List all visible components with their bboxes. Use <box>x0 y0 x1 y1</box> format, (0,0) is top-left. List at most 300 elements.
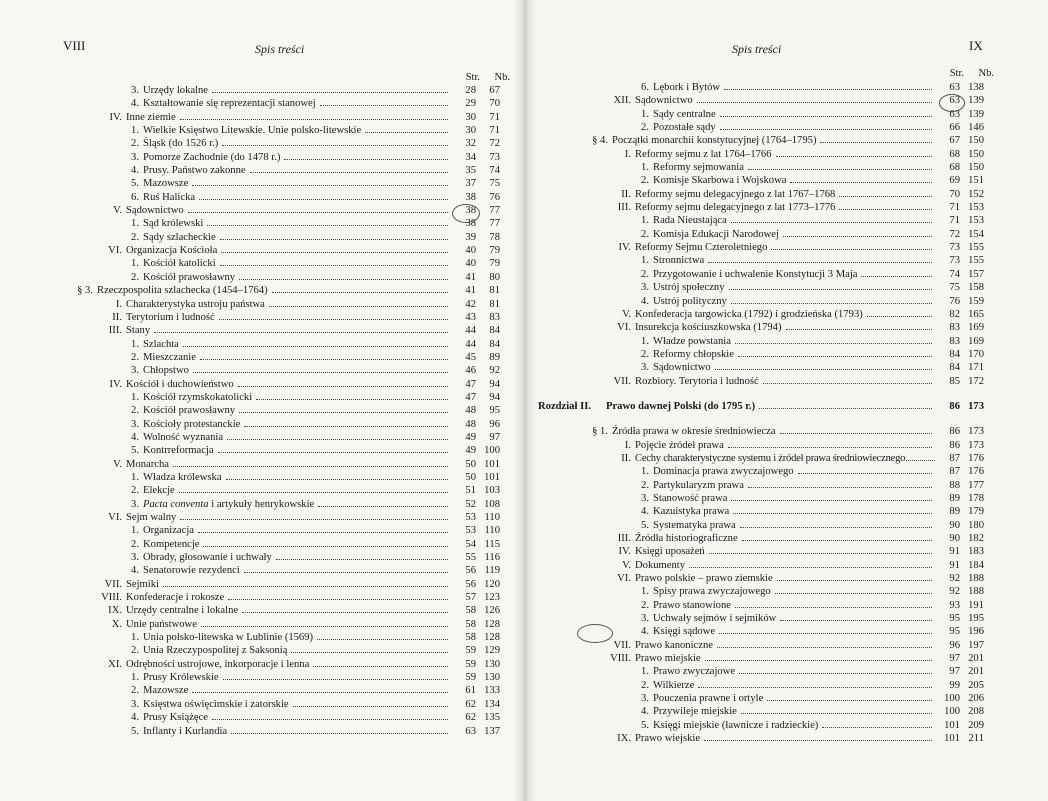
entry-title-text: Chłopstwo <box>143 365 189 377</box>
entry-number: XI. <box>108 658 122 670</box>
entry-page-nb: 155 <box>968 242 984 254</box>
entry-title-text: Inflanty i Kurlandia <box>143 725 228 737</box>
dot-leader <box>748 487 932 488</box>
entry-page-nb: 81 <box>489 285 500 297</box>
entry-page-str: 53 <box>465 525 476 537</box>
entry-page-str: 76 <box>949 295 960 307</box>
entry-title-text: Partykularyzm prawa <box>653 479 744 491</box>
entry-title <box>126 111 452 124</box>
spacer <box>524 413 1048 425</box>
left-page-number: VIII <box>63 38 86 53</box>
dot-leader <box>720 129 932 130</box>
entry-page-str: 50 <box>465 471 476 483</box>
entry-number: VI. <box>617 573 631 585</box>
entry-page-nb: 116 <box>484 552 500 564</box>
entry-page-str: 58 <box>465 605 476 617</box>
entry-title-text: Ustrój polityczny <box>653 295 727 307</box>
entry-title <box>635 321 936 334</box>
entry-number: 2. <box>641 228 649 240</box>
dot-leader <box>256 399 448 400</box>
entry-title-text: Sądownictwo <box>635 95 693 107</box>
toc-entry <box>524 188 1048 201</box>
entry-title-text: Pozostałe sądy <box>653 122 716 134</box>
entry-title <box>635 559 936 572</box>
entry-page-nb: 188 <box>968 586 984 598</box>
entry-title-text: Rada Nieustająca <box>653 215 727 227</box>
toc-entry <box>524 452 1048 465</box>
entry-title-text: Sejmiki <box>126 578 159 590</box>
entry-title <box>612 425 936 438</box>
right-column-header <box>938 68 994 79</box>
entry-number: 1. <box>641 108 649 120</box>
entry-title-text: Śląsk (do 1526 r.) <box>143 138 219 150</box>
entry-page-nb: 96 <box>489 418 500 430</box>
right-page-number: IX <box>969 38 983 53</box>
entry-title-text: Prawo zwyczajowe <box>653 666 736 678</box>
entry-title <box>143 391 452 404</box>
entry-page-nb: 103 <box>484 485 500 497</box>
entry-number: 2. <box>641 479 649 491</box>
entry-page-nb: 159 <box>968 295 984 307</box>
dot-leader <box>775 593 932 594</box>
entry-title-text: i artykuły henrykowskie <box>208 498 315 510</box>
entry-page-nb: 76 <box>489 191 500 203</box>
entry-page-str: 48 <box>465 418 476 430</box>
toc-entry <box>524 519 1048 532</box>
toc-entry <box>0 684 524 697</box>
entry-title <box>143 538 452 551</box>
entry-page-str: 48 <box>465 405 476 417</box>
dot-leader <box>320 105 448 106</box>
entry-title <box>653 228 936 241</box>
entry-number: V. <box>113 205 122 217</box>
dot-leader <box>776 156 932 157</box>
entry-title-text: Insurekcja kościuszkowska (1794) <box>635 322 782 334</box>
entry-page-str: 83 <box>949 335 960 347</box>
entry-page-nb: 150 <box>968 162 984 174</box>
entry-page-str: 37 <box>465 178 476 190</box>
entry-title-text: Kościół prawosławny <box>143 271 236 283</box>
entry-number: 4. <box>131 565 139 577</box>
entry-number: 1. <box>131 471 139 483</box>
entry-number: 2. <box>131 538 139 550</box>
entry-number: I. <box>115 298 122 310</box>
entry-title-text: Prusy Książęce <box>143 712 209 724</box>
entry-title <box>635 639 936 652</box>
entry-number: 4. <box>131 165 139 177</box>
entry-title-text: Konfederacja targowicka (1792) i grodzieńska (1793) <box>635 308 863 320</box>
toc-entry <box>0 551 524 564</box>
dot-leader <box>317 639 448 640</box>
dot-leader <box>180 519 448 520</box>
toc-entry <box>0 338 524 351</box>
entry-number: VI. <box>617 322 631 334</box>
col-str-label: Str. <box>465 72 480 83</box>
entry-title <box>653 161 936 174</box>
entry-title <box>126 618 452 631</box>
toc-entry <box>0 564 524 577</box>
entry-title-text: Kościół katolicki <box>143 258 216 270</box>
toc-entry <box>524 361 1048 374</box>
toc-entry <box>0 444 524 457</box>
toc-entry <box>524 425 1048 438</box>
entry-title <box>635 652 936 665</box>
entry-number: X. <box>111 618 122 630</box>
entry-page-str: 41 <box>465 271 476 283</box>
entry-number: IV. <box>618 546 631 558</box>
entry-title <box>635 532 936 545</box>
entry-title-text: Księstwa oświęcimskie i zatorskie <box>143 698 289 710</box>
dot-leader <box>222 145 448 146</box>
entry-number: 3. <box>641 613 649 625</box>
toc-entry <box>524 532 1048 545</box>
entry-title-text: Uchwały sejmów i sejmików <box>653 613 777 625</box>
entry-page-str: 59 <box>465 672 476 684</box>
toc-entry <box>524 348 1048 361</box>
dot-leader <box>212 92 448 93</box>
entry-title <box>143 644 452 657</box>
toc-entry <box>524 321 1048 334</box>
entry-title <box>143 418 452 431</box>
toc-entry <box>524 268 1048 281</box>
col-nb-label: Nb. <box>978 68 994 79</box>
entry-page-nb: 130 <box>484 658 500 670</box>
dot-leader <box>199 199 448 200</box>
entry-page-nb: 151 <box>968 175 984 187</box>
entry-title-text: Reformy Sejmu Czteroletniego <box>635 242 768 254</box>
entry-page-nb: 208 <box>968 706 984 718</box>
entry-page-nb: 139 <box>968 108 984 120</box>
entry-page-nb: 182 <box>968 533 984 544</box>
entry-title-text: Organizacja <box>143 525 194 537</box>
entry-number: III. <box>617 202 631 214</box>
toc-entry <box>0 324 524 337</box>
entry-title <box>653 519 936 532</box>
entry-page-nb: 135 <box>484 712 500 724</box>
dot-leader <box>207 225 448 226</box>
entry-number: II. <box>621 188 631 200</box>
entry-page-nb: 74 <box>489 165 500 177</box>
dot-leader <box>861 276 932 277</box>
dot-leader <box>822 727 932 728</box>
dot-leader <box>739 673 932 674</box>
entry-title <box>143 231 452 244</box>
entry-page-nb: 123 <box>484 592 500 604</box>
entry-page-str: 66 <box>949 122 960 134</box>
toc-entry <box>0 351 524 364</box>
entry-number: 2. <box>131 351 139 363</box>
dot-leader <box>238 386 448 387</box>
entry-page-str: 99 <box>949 679 960 691</box>
entry-page-str: 46 <box>465 365 476 377</box>
entry-title <box>606 400 936 413</box>
entry-page-str: 63 <box>949 108 960 120</box>
entry-title <box>143 725 452 738</box>
toc-entry <box>524 81 1048 94</box>
entry-title-text: Kościoły protestanckie <box>143 418 241 430</box>
pen-circle-mark <box>577 624 613 643</box>
entry-title <box>635 375 936 388</box>
entry-number: 4. <box>641 706 649 718</box>
entry-page-nb: 209 <box>968 719 984 731</box>
dot-leader <box>192 692 448 693</box>
entry-title <box>143 137 452 150</box>
entry-title-text: Komisja Edukacji Narodowej <box>653 228 779 240</box>
entry-title <box>653 121 936 134</box>
entry-title <box>143 471 452 484</box>
entry-title-text: Władza królewska <box>143 471 222 483</box>
dot-leader <box>221 252 448 253</box>
dot-leader <box>839 196 932 197</box>
entry-page-str: 63 <box>949 82 960 93</box>
entry-page-str: 83 <box>949 322 960 334</box>
entry-number: II. <box>112 311 122 323</box>
entry-title-text: Senatorowie rezydenci <box>143 565 240 577</box>
dot-leader <box>318 506 448 507</box>
entry-title-text: Reformy sejmu delegacyjnego z lat 1767–1768 <box>635 188 836 200</box>
entry-page-str: 52 <box>465 498 476 510</box>
entry-title-text: Początki monarchii konstytucyjnej (1764–1795) <box>612 135 817 147</box>
pen-circle-mark <box>939 94 965 112</box>
entry-title <box>653 599 936 612</box>
entry-title <box>126 578 452 591</box>
entry-title <box>635 452 936 465</box>
dot-leader <box>220 239 448 240</box>
toc-entry <box>524 665 1048 678</box>
entry-number: 2. <box>131 685 139 697</box>
entry-page-nb: 70 <box>489 98 500 110</box>
entry-page-nb: 158 <box>968 282 984 294</box>
entry-title <box>126 378 452 391</box>
entry-page-str: 68 <box>949 148 960 160</box>
entry-title <box>143 97 452 110</box>
entry-number: 3. <box>131 418 139 430</box>
entry-title-text: Wilkierze <box>653 679 695 691</box>
toc-entry <box>524 201 1048 214</box>
entry-title-text: Prusy. Państwo zakonne <box>143 165 246 177</box>
entry-page-nb: 128 <box>484 618 500 630</box>
entry-page-nb: 195 <box>968 613 984 625</box>
entry-title-text <box>143 498 314 511</box>
entry-title <box>653 174 936 187</box>
entry-number: I. <box>624 439 631 451</box>
toc-entry <box>0 404 524 417</box>
dot-leader <box>741 713 932 714</box>
entry-number: 2. <box>131 138 139 150</box>
entry-page-nb: 77 <box>489 205 500 217</box>
entry-page-nb: 101 <box>484 458 500 470</box>
entry-number: I. <box>624 148 631 160</box>
entry-number: 2. <box>641 599 649 611</box>
entry-title-text: Prusy Królewskie <box>143 672 219 684</box>
toc-entry <box>524 161 1048 174</box>
left-running-title: Spis treści <box>255 42 305 56</box>
entry-page-nb: 71 <box>489 125 500 137</box>
entry-title <box>653 705 936 718</box>
entry-title <box>635 201 936 214</box>
entry-number: IV. <box>109 111 122 123</box>
entry-title <box>635 308 936 321</box>
toc-entry <box>524 228 1048 241</box>
entry-number: IV. <box>618 242 631 254</box>
entry-number: 2. <box>131 271 139 283</box>
entry-page-str: 49 <box>465 445 476 457</box>
entry-page-nb: 137 <box>484 725 500 737</box>
col-str-label: Str. <box>949 68 964 79</box>
toc-entry <box>524 148 1048 161</box>
entry-page-nb: 78 <box>489 231 500 243</box>
entry-title <box>635 439 936 452</box>
entry-number: 1. <box>641 666 649 678</box>
entry-number: 1. <box>641 335 649 347</box>
entry-number: 1. <box>131 258 139 270</box>
entry-page-str: 63 <box>949 95 960 107</box>
toc-entry <box>0 391 524 404</box>
entry-number: 4. <box>641 626 649 638</box>
entry-page-nb: 138 <box>968 82 984 93</box>
dot-leader <box>284 159 448 160</box>
entry-title <box>635 732 936 745</box>
dot-leader <box>201 626 448 627</box>
entry-title-text: Unia Rzeczypospolitej z Saksonią <box>143 645 288 657</box>
entry-page-str: 61 <box>465 685 476 697</box>
entry-page-str: 28 <box>465 85 476 96</box>
entry-title-text: Wielkie Księstwo Litewskie. Unie polsko-litewskie <box>143 125 362 137</box>
entry-title-text: Szlachta <box>143 338 179 350</box>
entry-title-text: Sądownictwo <box>126 205 184 217</box>
entry-page-nb: 177 <box>968 479 984 491</box>
entry-page-str: 70 <box>949 188 960 200</box>
entry-number: 4. <box>131 98 139 110</box>
dot-leader <box>269 306 448 307</box>
entry-page-nb: 75 <box>489 178 500 190</box>
entry-page-str: 100 <box>944 693 960 705</box>
toc-entry <box>0 137 524 150</box>
entry-title-text: Kościół prawosławny <box>143 405 236 417</box>
toc-entry <box>524 121 1048 134</box>
dot-leader <box>272 292 448 293</box>
entry-title <box>143 177 452 190</box>
dot-leader <box>780 620 932 621</box>
entry-page-str: 30 <box>465 111 476 123</box>
toc-entry <box>0 698 524 711</box>
entry-page-nb: 115 <box>484 538 500 550</box>
entry-page-nb: 154 <box>968 228 984 240</box>
entry-page-str: 97 <box>949 666 960 678</box>
entry-page-str: 92 <box>949 586 960 598</box>
entry-page-nb: 169 <box>968 335 984 347</box>
entry-page-str: 34 <box>465 151 476 163</box>
entry-page-nb: 94 <box>489 378 500 390</box>
entry-number: XII. <box>613 95 631 107</box>
entry-title <box>653 465 936 478</box>
toc-entry <box>0 511 524 524</box>
entry-title-text: Reformy sejmowania <box>653 162 744 174</box>
entry-number: 1. <box>131 525 139 537</box>
dot-leader <box>180 119 448 120</box>
toc-entry <box>524 612 1048 625</box>
entry-title-text: Charakterystyka ustroju państwa <box>126 298 265 310</box>
entry-page-str: 58 <box>465 618 476 630</box>
entry-title-text: Cechy charakterystyczne systemu i źródeł prawa średniowiecznego <box>635 452 906 464</box>
toc-entry <box>524 439 1048 452</box>
entry-number: 1. <box>131 338 139 350</box>
entry-title <box>143 698 452 711</box>
entry-page-nb: 165 <box>968 308 984 320</box>
entry-number: § 1. <box>592 426 608 438</box>
entry-page-nb: 92 <box>489 365 500 377</box>
entry-title-text: Przygotowanie i uchwalenie Konstytucji 3 Maja <box>653 268 858 280</box>
entry-page-str: 59 <box>465 645 476 657</box>
toc-entry <box>0 364 524 377</box>
entry-page-str: 44 <box>465 325 476 337</box>
entry-page-nb: 201 <box>968 653 984 665</box>
entry-page-nb: 184 <box>968 559 984 571</box>
entry-number: 1. <box>131 218 139 230</box>
entry-page-str: 91 <box>949 546 960 558</box>
entry-page-str: 97 <box>949 653 960 665</box>
entry-page-str: 35 <box>465 165 476 177</box>
toc-entry <box>524 94 1048 107</box>
left-column-header <box>454 72 510 83</box>
entry-page-str: 68 <box>949 162 960 174</box>
entry-page-str: 50 <box>465 458 476 470</box>
entry-title-text: Sądy centralne <box>653 108 716 120</box>
entry-title <box>143 257 452 270</box>
entry-number: VI. <box>108 512 122 523</box>
entry-page-nb: 133 <box>484 685 500 697</box>
entry-page-str: 71 <box>949 202 960 214</box>
toc-entry <box>0 284 524 297</box>
dot-leader <box>720 116 932 117</box>
entry-page-str: 42 <box>465 298 476 310</box>
book-gutter <box>514 0 536 801</box>
entry-number: VIII. <box>610 653 631 665</box>
entry-page-nb: 119 <box>484 565 500 577</box>
entry-number: VII. <box>613 639 631 651</box>
entry-title-text: Kościół i duchowieństwo <box>126 378 234 390</box>
toc-entry <box>0 471 524 484</box>
entry-title <box>143 364 452 377</box>
entry-page-nb: 84 <box>489 338 500 350</box>
toc-entry <box>0 484 524 497</box>
entry-title <box>126 298 452 311</box>
entry-title-text: Monarcha <box>126 458 169 470</box>
entry-page-nb: 155 <box>968 255 984 267</box>
entry-number: IX. <box>617 733 631 745</box>
entry-page-str: 62 <box>465 712 476 724</box>
entry-page-str: 38 <box>465 191 476 203</box>
dot-leader <box>183 346 448 347</box>
toc-entry <box>524 241 1048 254</box>
dot-leader <box>293 706 448 707</box>
toc-entry <box>524 505 1048 518</box>
entry-title <box>143 551 452 564</box>
entry-page-nb: 146 <box>968 122 984 134</box>
entry-title-text: Pouczenia prawne i ortyle <box>653 693 764 705</box>
entry-title <box>653 585 936 598</box>
entry-title-italic: Pacta conventa <box>143 498 209 510</box>
entry-page-nb: 153 <box>968 202 984 214</box>
entry-title <box>653 348 936 361</box>
entry-page-str: 62 <box>465 698 476 710</box>
entry-title-text: Sądy szlacheckie <box>143 231 216 243</box>
entry-title-text: Unia polsko-litewska w Lublinie (1569) <box>143 632 314 644</box>
entry-number: 3. <box>131 151 139 163</box>
entry-title <box>126 458 452 471</box>
entry-page-nb: 171 <box>968 362 984 374</box>
col-nb-label: Nb. <box>494 72 510 83</box>
